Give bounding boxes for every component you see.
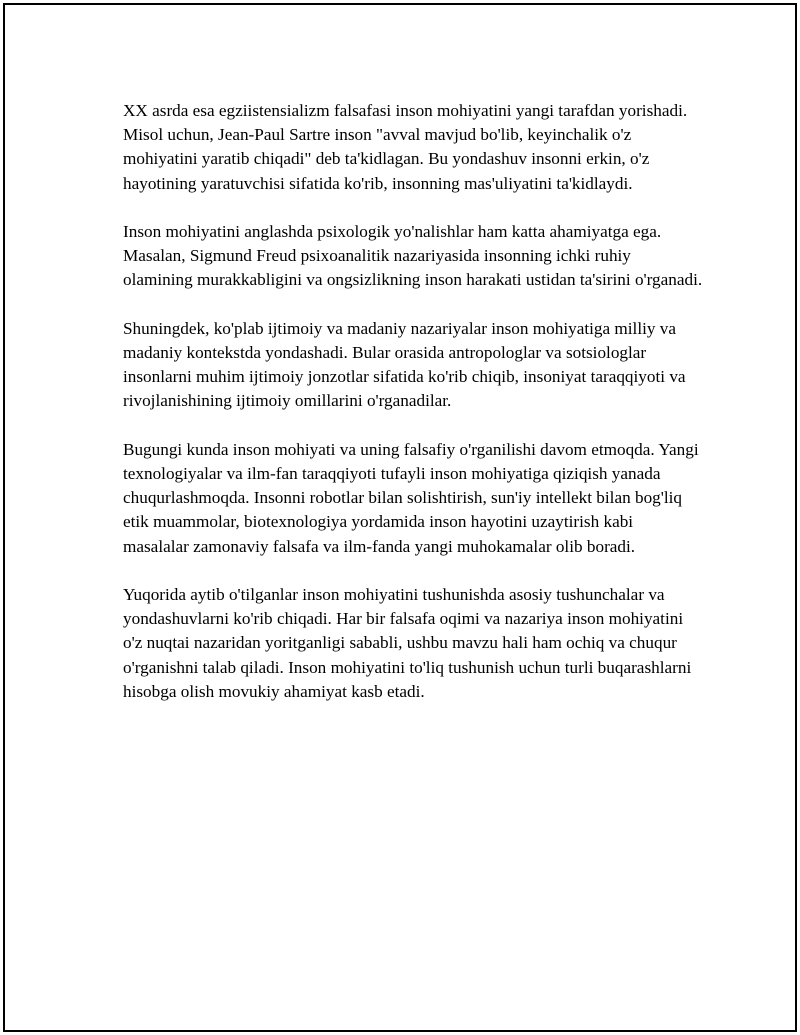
paragraph-social-theories: Shuningdek, ko'plab ijtimoiy va madaniy nazariyalar inson mohiyatiga milliy va madaniy kontekstda yondashadi. Bular orasida antropologlar va sotsiologlar insonlarni muhim ijtimoiy jonzotlar sifatida ko'rib chiqib, insoniyat taraqqiyoti va rivojlanishining ijtimoiy omillarini o'rganadilar. — [123, 318, 686, 411]
paragraph-modern-research: Bugungi kunda inson mohiyati va uning falsafiy o'rganilishi davom etmoqda. Yangi texnologiyalar va ilm-fan taraqqiyoti tufayli inson mohiyatiga qiziqish yanada chuqurlashmoqda. Insonni robotlar bilan solishtirish, sun'iy intellekt bilan bog'liq etik muammolar, biotexnologiya yordamida inson hayotini uzaytirish kabi masalalar zamonaviy falsafa va ilm-fanda yangi muhokamalar olib boradi. — [123, 439, 699, 556]
document-body — [123, 99, 703, 728]
paragraph-conclusion: Yuqorida aytib o'tilganlar inson mohiyatini tushunishda asosiy tushunchalar va yondashuvlarni ko'rib chiqadi. Har bir falsafa oqimi va nazariya inson mohiyatini o'z nuqtai nazaridan yoritganligi sababli, ushbu mavzu hali ham ochiq va chuqur o'rganishni talab qiladi. Inson mohiyatini to'liq tushunish uchun turli buqarashlarni hisobga olish movukiy ahamiyat kasb etadi. — [123, 585, 692, 701]
paragraph-existentialism: XX asrda esa egziistensializm falsafasi inson mohiyatini yangi tarafdan yorishadi. Misol uchun, Jean-Paul Sartre inson "avval mavjud bo'lib, keyinchalik o'z mohiyatini yaratib chiqadi" deb ta'kidlagan. Bu yondashuv insonni erkin, o'z hayotining yaratuvchisi sifatida ko'rib, insonning mas'uliyatini ta'kidlaydi. — [123, 101, 688, 193]
paragraph-psychology: Inson mohiyatini anglashda psixologik yo'nalishlar ham katta ahamiyatga ega. Masalan, Sigmund Freud psixoanalitik nazariyasida insonning ichki ruhiy olamining murakkabligini va ongsizlikning inson harakati ustidan ta'sirini o'rganadi. — [123, 222, 703, 290]
page-frame — [3, 3, 797, 1032]
